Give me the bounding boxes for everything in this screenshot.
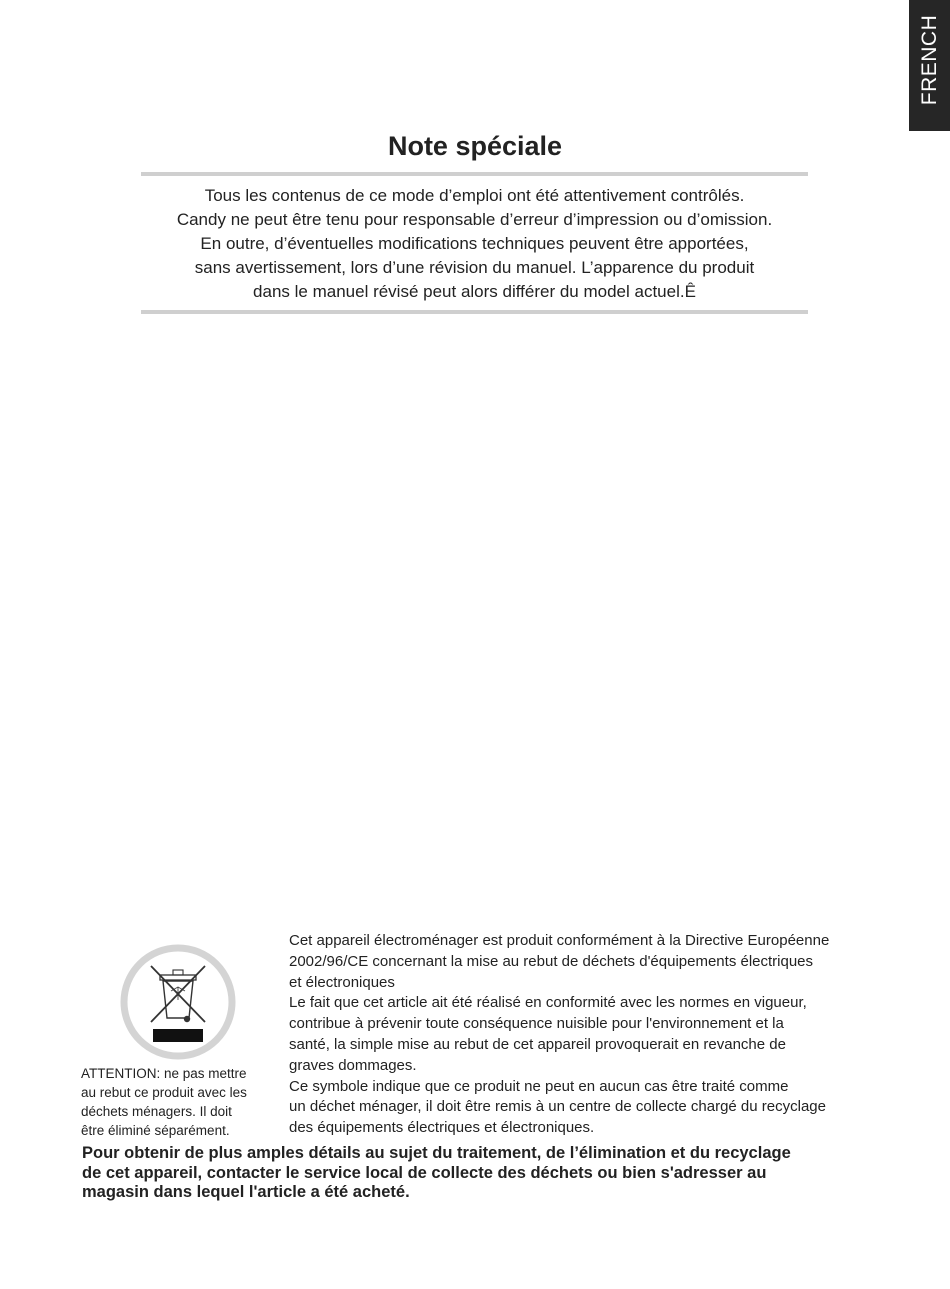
directive-line: contribue à prévenir toute conséquence nuisible pour l'environnement et la <box>289 1015 784 1033</box>
special-note-text <box>141 184 808 304</box>
directive-line: un déchet ménager, il doit être remis à un centre de collecte chargé du recyclage <box>289 1098 826 1116</box>
note-line: sans avertissement, lors d’une révision du manuel. L’apparence du produit <box>194 258 755 277</box>
directive-line: santé, la simple mise au rebut de cet appareil provoquerait en revanche de <box>289 1035 786 1053</box>
recycling-info-text <box>82 1144 882 1203</box>
directive-line: Cet appareil électroménager est produit conformément à la Directive Européenne <box>289 932 830 949</box>
recycling-line: Pour obtenir de plus amples détails au sujet du traitement, de l’élimination et du recyclage <box>82 1144 791 1162</box>
recycling-line: de cet appareil, contacter le service local de collecte des déchets ou bien s'adresser au <box>82 1163 767 1182</box>
attention-line: au rebut ce produit avec les <box>81 1085 247 1100</box>
language-tab-label: FRENCH <box>917 14 941 106</box>
directive-line: 2002/96/CE concernant la mise au rebut de déchets d'équipements électriques <box>289 952 814 970</box>
page-title: Note spéciale <box>387 131 563 161</box>
weee-directive-text <box>289 931 879 1139</box>
directive-line: et électroniques <box>289 973 395 991</box>
attention-line: ATTENTION: ne pas mettre <box>81 1066 247 1081</box>
attention-line: déchets ménagers. Il doit <box>81 1104 232 1119</box>
directive-line: Ce symbole indique que ce produit ne peut en aucun cas être traité comme <box>289 1077 789 1095</box>
directive-line: Le fait que cet article ait été réalisé en conformité avec les normes en vigueur, <box>289 994 807 1012</box>
top-divider <box>141 172 808 176</box>
note-line: dans le manuel révisé peut alors différer du model actuel.Ê <box>253 282 696 301</box>
crossed-out-wheelie-bin-icon <box>120 944 236 1060</box>
attention-line: être éliminé séparément. <box>81 1123 230 1138</box>
note-line: En outre, d’éventuelles modifications techniques peuvent être apportées, <box>200 234 749 253</box>
note-line: Candy ne peut être tenu pour responsable d’erreur d’impression ou d’omission. <box>176 210 773 229</box>
recycling-line: magasin dans lequel l'article a été acheté. <box>82 1183 410 1201</box>
note-line: Tous les contenus de ce mode d’emploi ont été attentivement contrôlés. <box>204 186 745 205</box>
directive-line: des équipements électriques et électroniques. <box>289 1119 595 1137</box>
attention-text <box>81 1064 271 1140</box>
language-tab <box>909 0 950 131</box>
bottom-divider <box>141 310 808 314</box>
directive-line: graves dommages. <box>289 1056 417 1074</box>
